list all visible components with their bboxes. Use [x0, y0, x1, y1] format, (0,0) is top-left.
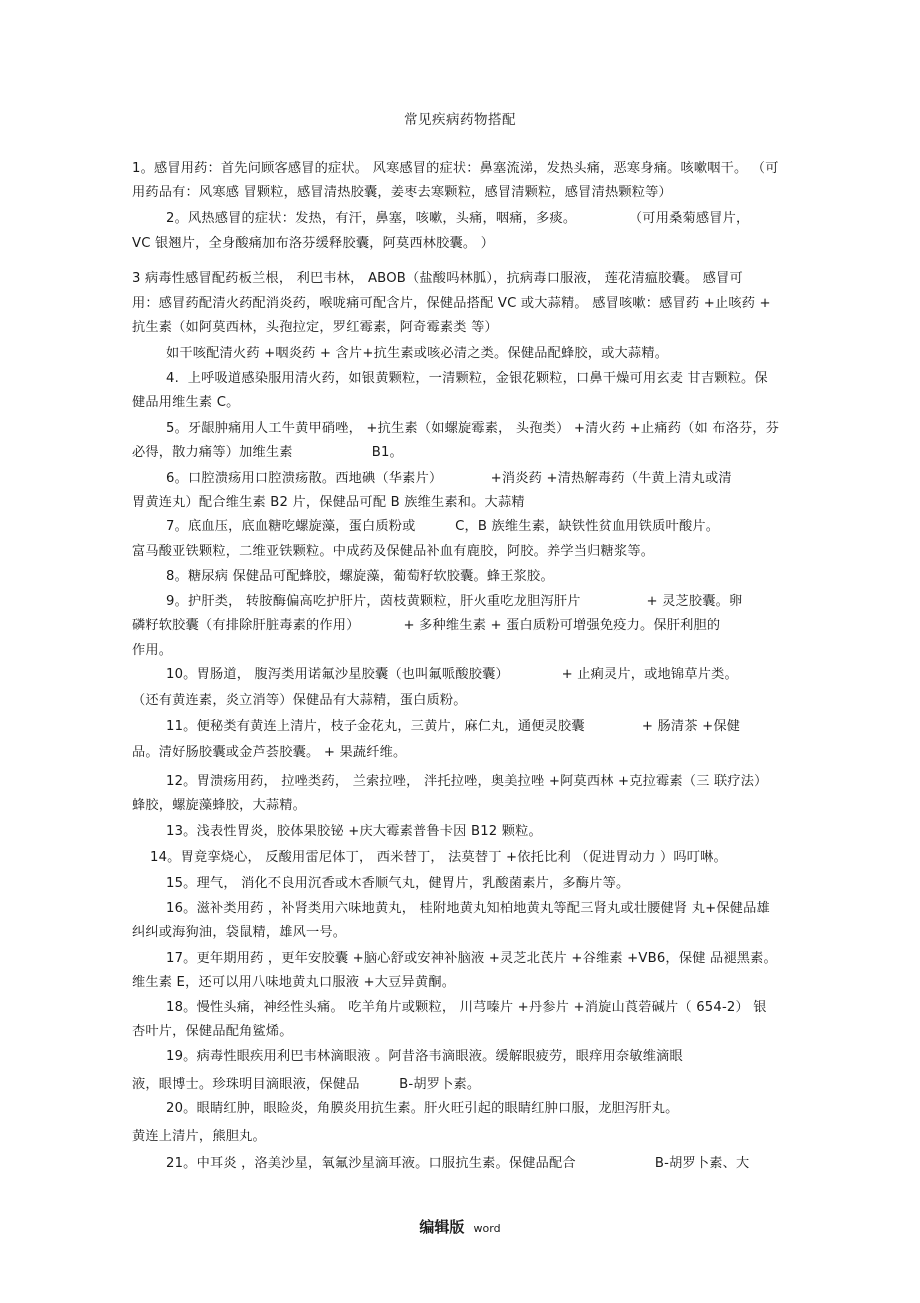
text-line: 作用。 [132, 643, 173, 658]
text-line: 胃黄连丸）配合维生素 B2 片，保健品可配 B 族维生素和。大蒜精 [132, 495, 525, 510]
text-line: 7。底血压，底血糖吃螺旋藻，蛋白质粉或 C，B 族维生素，缺铁性贫血用铁质叶酸片。 [166, 519, 720, 534]
text-line: 必得，散力痛等）加维生素 B1。 [132, 445, 403, 460]
text-line: 17。更年期用药 ，更年安胶囊 +脑心舒或安神补脑液 +灵芝北芪片 +谷维素 +VB6，保健 品褪黑素。 [166, 951, 777, 966]
text-line: 18。慢性头痛，神经性头痛。 吃羊角片或颗粒， 川芎嗪片 +丹参片 +消旋山莨菪碱片（ 654-2） 银 [166, 1000, 767, 1015]
footer-sub-text: word [473, 1222, 501, 1235]
text-line: 如干咳配清火药 +咽炎药 + 含片+抗生素或咳必清之类。保健品配蜂胶，或大蒜精。 [166, 346, 669, 361]
text-line: 富马酸亚铁颗粒，二维亚铁颗粒。中成药及保健品补血有鹿胶，阿胶。养学当归糖浆等。 [132, 544, 655, 559]
text-line: 9。护肝类， 转胺酶偏高吃护肝片，茵枝黄颗粒，肝火重吃龙胆泻肝片 + 灵芝胶囊。卵 [166, 594, 743, 609]
text-line: VC 银翘片，全身酸痛加布洛芬缓释胶囊，阿莫西林胶囊。 ） [132, 236, 495, 251]
text-line: 6。口腔溃疡用口腔溃疡散。西地碘（华素片） +消炎药 +清热解毒药（牛黄上清丸或清 [166, 471, 732, 486]
text-line: 蜂胶，螺旋藻蜂胶，大蒜精。 [132, 798, 307, 813]
text-line: 用：感冒药配清火药配消炎药，喉咙痛可配含片，保健品搭配 VC 或大蒜精。 感冒咳嗽：感冒药 +止咳药 + [132, 296, 771, 311]
text-line: 2。风热感冒的症状：发热，有汗，鼻塞，咳嗽，头痛，咽痛，多痰。 （可用桑菊感冒片， [166, 211, 750, 226]
text-line: 3 病毒性感冒配药板兰根， 利巴韦林， ABOB（盐酸吗林胍），抗病毒口服液， 莲花清瘟胶囊。 感冒可 [132, 271, 743, 286]
text-line: 磷籽软胶囊（有排除肝脏毒素的作用） + 多种维生素 + 蛋白质粉可增强免疫力。保肝利胆的 [132, 618, 721, 633]
text-line: 10。胃肠道， 腹泻类用诺氟沙星胶囊（也叫氟哌酸胶囊） + 止痢灵片，或地锦草片类。 [166, 667, 738, 682]
text-line: 健品用维生素 C。 [132, 395, 240, 410]
text-line: 12。胃溃疡用药， 拉唑类药， 兰索拉唑， 泮托拉唑，奥美拉唑 +阿莫西林 +克拉霉素（三 联疗法） [166, 774, 768, 789]
text-line: 1。感冒用药：首先问顾客感冒的症状。 风寒感冒的症状：鼻塞流涕，发热头痛，恶寒身痛。咳嗽咽干。 （可 [132, 161, 779, 176]
text-line: 15。理气， 消化不良用沉香或木香顺气丸，健胃片，乳酸菌素片，多酶片等。 [166, 876, 630, 891]
text-line: 19。病毒性眼疾用利巴韦林滴眼液 。阿昔洛韦滴眼液。缓解眼疲劳，眼痒用奈敏维滴眼 [166, 1049, 683, 1064]
text-line: （还有黄连素，炎立消等）保健品有大蒜精，蛋白质粉。 [132, 693, 467, 708]
text-line: 抗生素（如阿莫西林，头孢拉定，罗红霉素，阿奇霉素类 等） [132, 320, 498, 335]
text-line: 黄连上清片，熊胆丸。 [132, 1129, 266, 1144]
page-footer [0, 1216, 920, 1237]
text-line: 用药品有：风寒感 冒颗粒，感冒清热胶囊，姜枣去寒颗粒，感冒清颗粒，感冒清热颗粒等） [132, 185, 672, 200]
text-line: 品。清好肠胶囊或金芦荟胶囊。 + 果蔬纤维。 [132, 745, 407, 760]
text-line: 维生素 E，还可以用八味地黄丸口服液 +大豆异黄酮。 [132, 975, 456, 990]
text-line: 21。中耳炎 ，洛美沙星，氧氟沙星滴耳液。口服抗生素。保健品配合 B-胡罗卜素、大 [166, 1156, 750, 1171]
text-line: 8。糖尿病 保健品可配蜂胶，螺旋藻，葡萄籽软胶囊。蜂王浆胶。 [166, 569, 554, 584]
text-line: 16。滋补类用药 ，补肾类用六味地黄丸， 桂附地黄丸知柏地黄丸等配三肾丸或壮腰健肾 丸+保健品雄 [166, 901, 770, 916]
document-title: 常见疾病药物搭配 [404, 112, 516, 128]
text-line: 液，眼博士。珍珠明目滴眼液，保健品 B-胡罗卜素。 [132, 1077, 481, 1092]
text-line: 20。眼睛红肿，眼睑炎，角膜炎用抗生素。肝火旺引起的眼睛红肿口服，龙胆泻肝丸。 [166, 1101, 679, 1116]
text-line: 4. 上呼吸道感染服用清火药，如银黄颗粒，一清颗粒，金银花颗粒，口鼻干燥可用玄麦 甘吉颗粒。保 [166, 371, 768, 386]
text-line: 14。胃竟挛烧心， 反酸用雷尼体丁， 西米替丁， 法莫替丁 +依托比利 （促进胃动力 ）吗叮啉。 [150, 850, 727, 865]
text-line: 11。便秘类有黄连上清片，枝子金花丸，三黄片，麻仁丸，通便灵胶囊 + 肠清茶 +保健 [166, 719, 741, 734]
text-line: 5。牙龈肿痛用人工牛黄甲硝唑， +抗生素（如螺旋霉素， 头孢类） +清火药 +止痛药（如 布洛芬，芬 [166, 421, 780, 436]
text-line: 13。浅表性胃炎，胶体果胶铋 +庆大霉素普鲁卡因 B12 颗粒。 [166, 824, 542, 839]
text-line: 纠纠或海狗油，袋鼠精，雄风一号。 [132, 925, 347, 940]
text-line: 杏叶片，保健品配角鲨烯。 [132, 1024, 293, 1039]
footer-main-text: 编辑版 [419, 1218, 465, 1236]
